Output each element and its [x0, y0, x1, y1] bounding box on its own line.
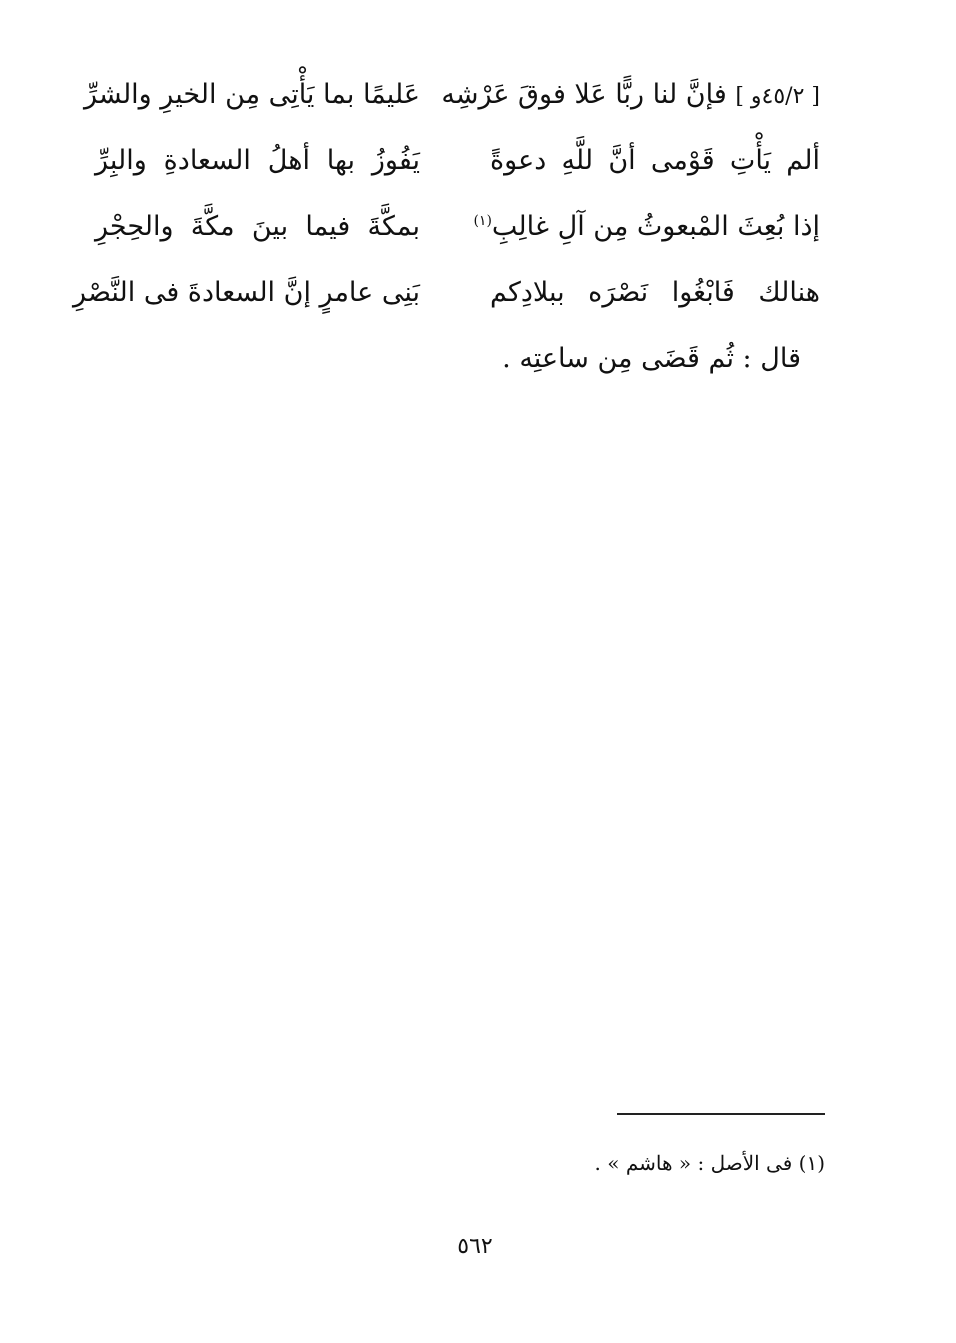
- verse-1-first-hemistich: [441, 70, 820, 122]
- verse-1-second-hemistich: عَليمًا بما يَأْتِى مِن الخيرِ والشرِّ: [83, 79, 420, 110]
- folio-marker: [ ٤٥/٢و ]: [735, 84, 820, 109]
- verse-4-first-hemistich: هنالك فَابْغُوا نَصْرَه ببلادِكم: [490, 277, 820, 308]
- verse-4-second-hemistich: بَنِى عامرٍ إنَّ السعادةَ فى النَّصْرِ: [73, 277, 420, 308]
- poem-verses: [73, 70, 820, 334]
- verse-3-first-hemistich: [473, 202, 820, 252]
- verse-line-2: [95, 136, 820, 202]
- prose-line: قال : ثُم قَضَى مِن ساعتِه .: [502, 343, 801, 374]
- verse-1-first-text: فإنَّ لنا ربًّا عَلا فوقَ عَرْشِه: [441, 79, 727, 110]
- verse-line-1: [83, 70, 820, 136]
- verse-2-second-hemistich: يَفُوزُ بها أهلُ السعادةِ والبِرِّ: [95, 145, 420, 176]
- footnote-divider: [617, 1113, 825, 1115]
- page-number: ٥٦٢: [457, 1234, 493, 1259]
- verse-line-3: [95, 202, 820, 268]
- footnote-reference[interactable]: (١): [473, 213, 492, 229]
- verse-3-second-hemistich: بمكَّةَ فيما بينَ مكَّةَ والحِجْرِ: [95, 211, 420, 242]
- footnote-text: (١) فى الأصل : « هاشم » .: [594, 1151, 825, 1175]
- verse-3-first-text: إذا بُعِثَ المْبعوثُ مِن آلِ غالِبِ: [491, 211, 820, 242]
- verse-line-4: [73, 268, 820, 334]
- verse-2-first-hemistich: ألم يَأْتِ قَوْمى أنَّ للَّهِ دعوةً: [490, 145, 820, 176]
